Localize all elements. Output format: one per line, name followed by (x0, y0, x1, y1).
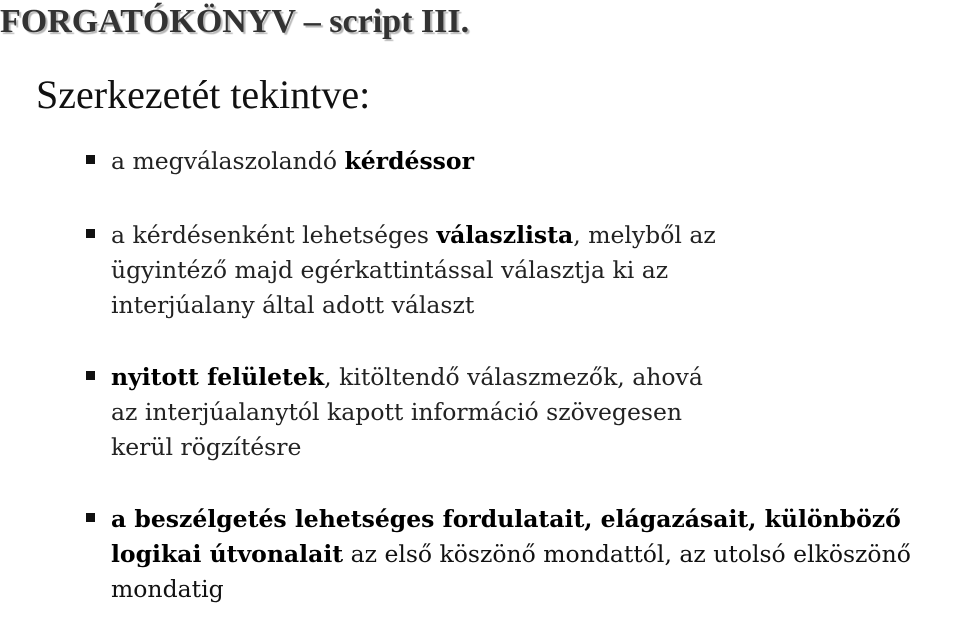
bullet-text-plain: , melyből az ügyintéző majd egérkattintással választja ki az interjúalany által adott választ (111, 221, 716, 319)
bullet-text-bold: válaszlista (436, 221, 574, 249)
bullet-text-plain: , kitöltendő válaszmezők, ahová az interjúalanytól kapott információ szövegesen kerül rögzítésre (111, 363, 703, 461)
bullet-item-2 (86, 218, 731, 323)
bullet-item-4 (86, 502, 960, 607)
bullet-text (111, 144, 751, 179)
bullet-item-3 (86, 360, 731, 465)
bullet-text-bold: a beszélgetés lehetséges fordulatait, elágazásait, különböző logikai útvonalait (111, 505, 901, 568)
bullet-text-bold: nyitott felületek (111, 363, 325, 391)
bullet-text-plain: az első köszönő mondattól, az utolsó elköszönő mondatig (111, 540, 911, 603)
bullet-text (111, 360, 731, 465)
bullet-text-plain: a megválaszolandó (111, 147, 345, 175)
square-bullet-icon (86, 155, 95, 164)
bullet-text-bold: kérdéssor (344, 147, 474, 175)
bullet-text-plain: a kérdésenként lehetséges (111, 221, 437, 249)
square-bullet-icon (86, 513, 95, 522)
bullet-text (111, 218, 731, 323)
square-bullet-icon (86, 371, 95, 380)
bullet-item-1 (86, 144, 751, 179)
bullet-text (111, 502, 960, 607)
square-bullet-icon (86, 229, 95, 238)
slide-title: FORGATÓKÖNYV – script III. (0, 3, 470, 40)
slide-subtitle: Szerkezetét tekintve: (36, 72, 371, 117)
